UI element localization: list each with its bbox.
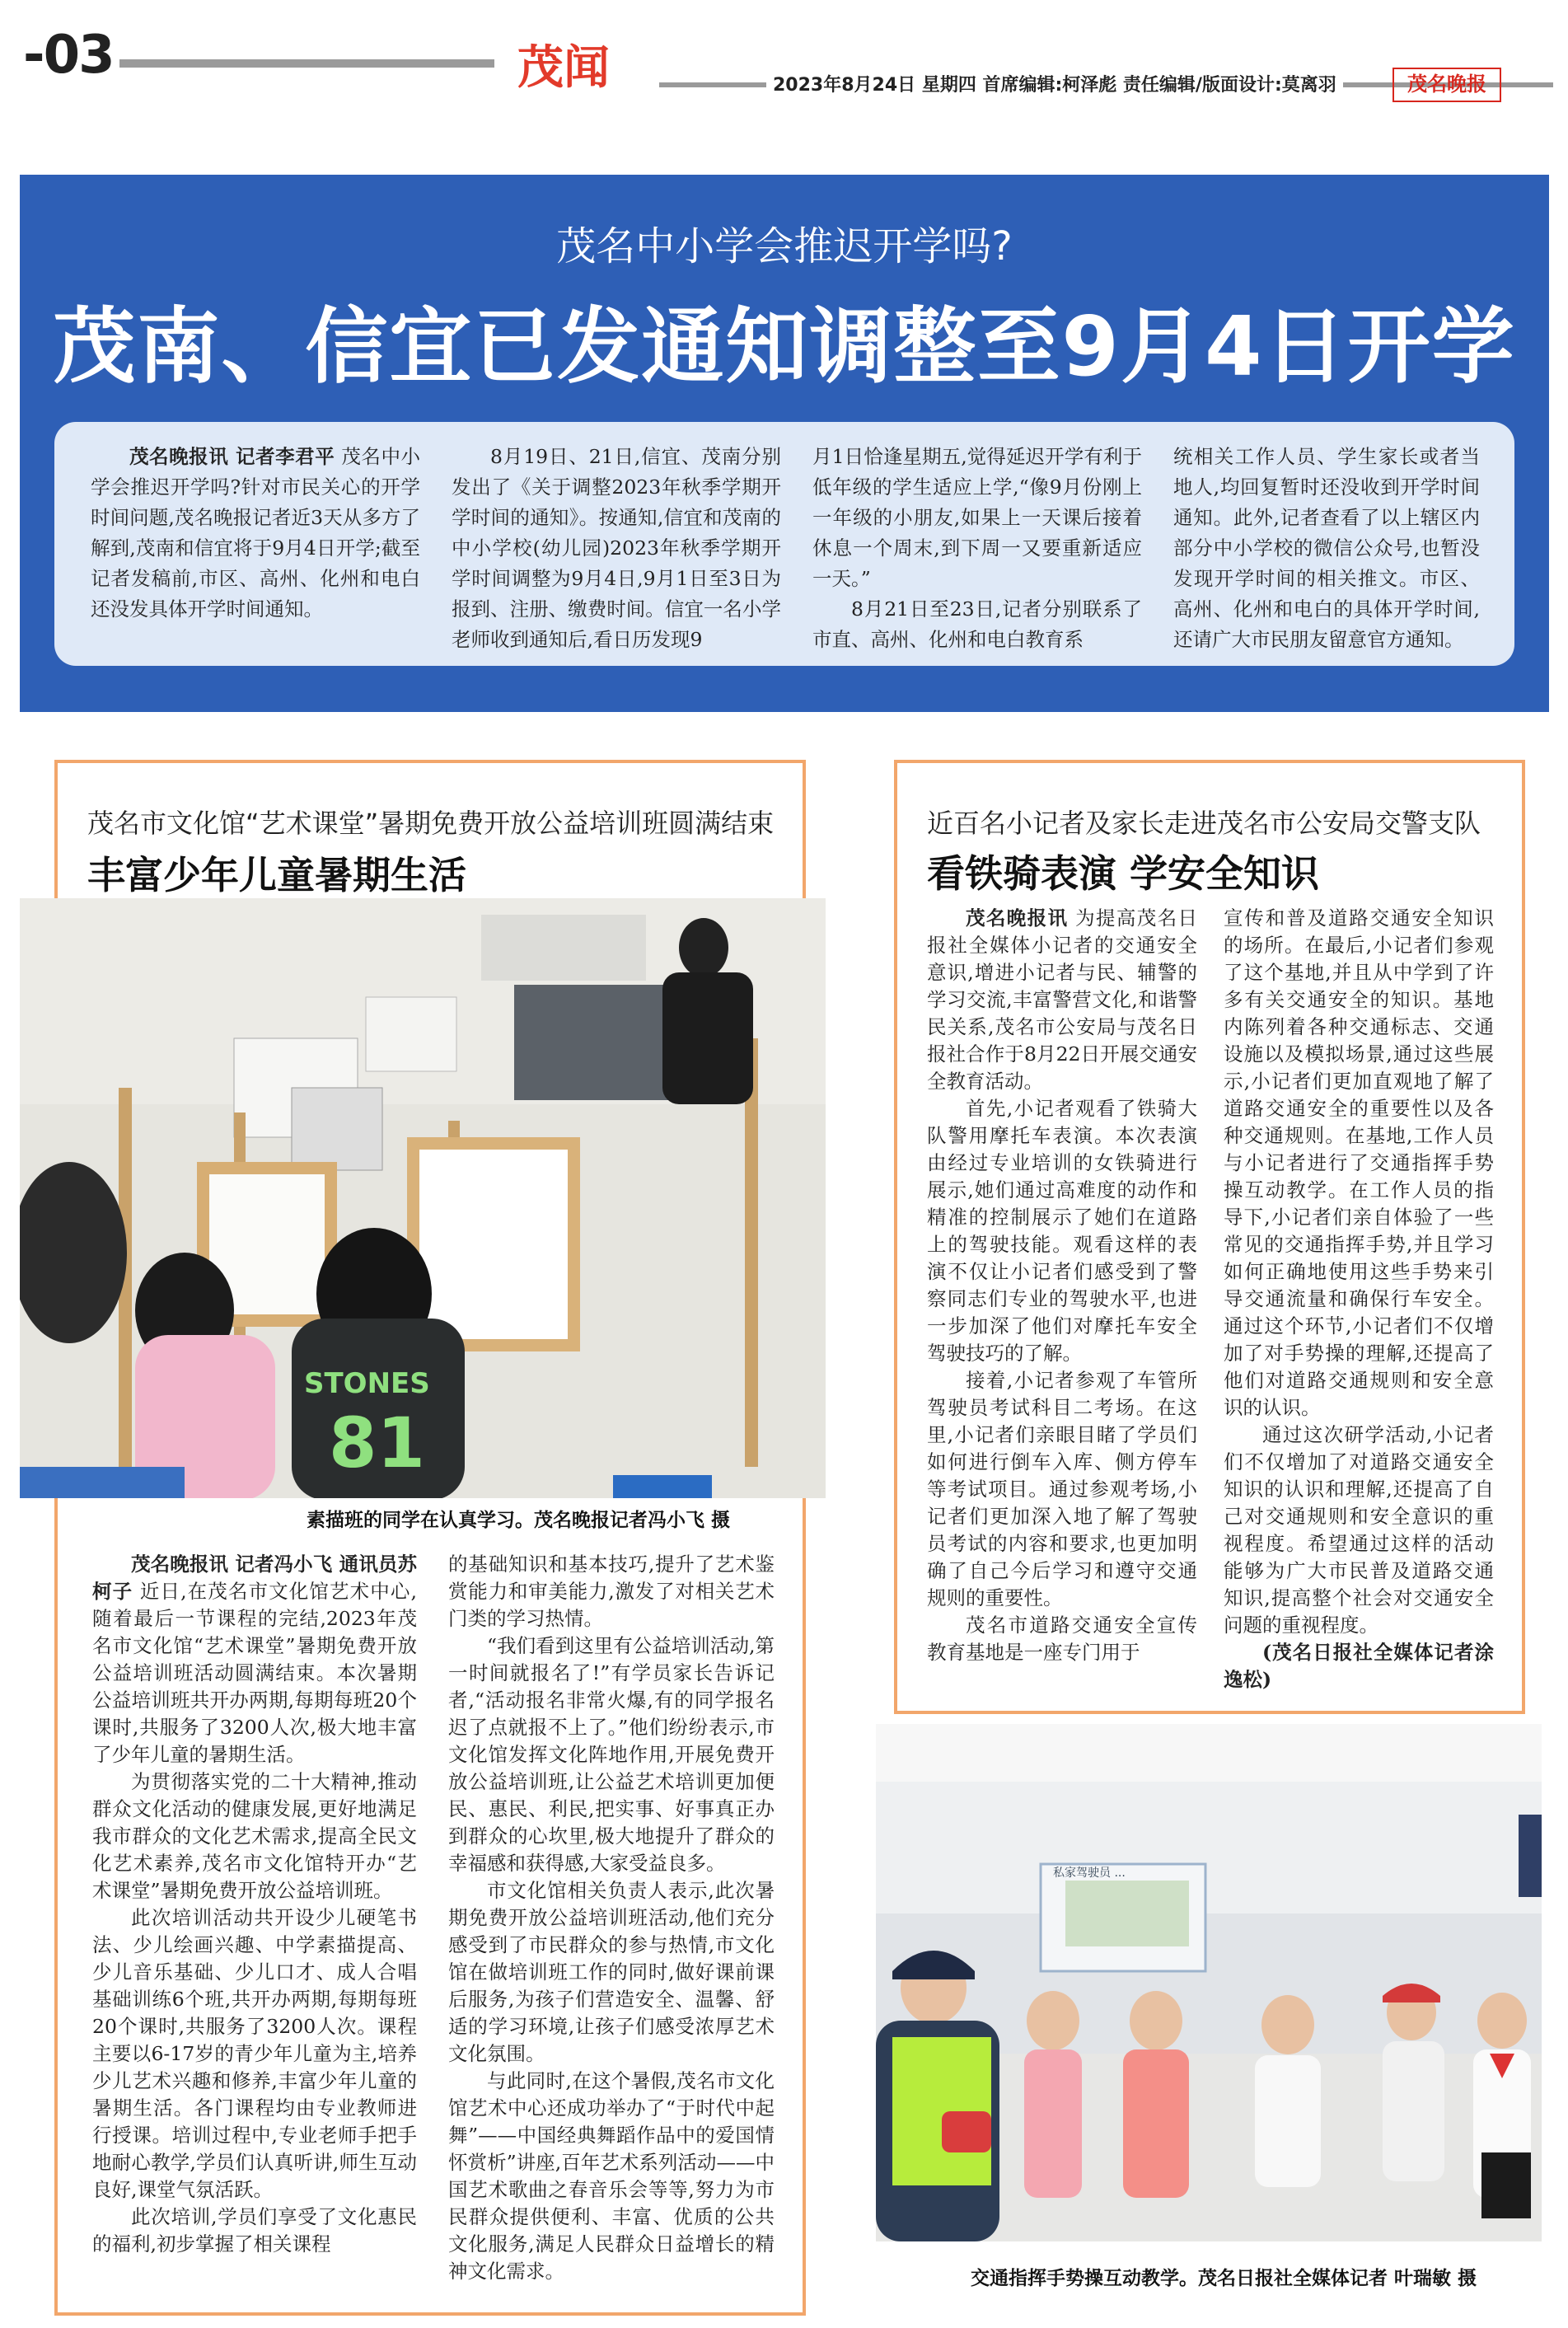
article-right-column-2 <box>1224 905 1494 1693</box>
paragraph: 此次培训活动共开设少儿硬笔书法、少儿绘画兴趣、中学素描提高、少儿音乐基础、少儿口才、成人合唱基础训练6个班,共开办两期,每期每班20个课时,共服务了3200人次。课程主要以6-17岁的青少年儿童为主,培养少儿艺术兴趣和修养,丰富少年儿童的暑期生活。各门课程均由专业教师进行授课。培训过程中,专业老师手把手地耐心教学,学员们认真听讲,师生互动良好,课堂气氛活跃。 <box>92 1906 417 2201</box>
issue-info: 2023年8月24日 星期四 首席编辑:柯泽彪 责任编辑/版面设计:莫离羽 <box>766 71 1343 96</box>
article-left-column-1 <box>92 1551 417 2258</box>
article-right-subtitle: 近百名小记者及家长走进茂名市公安局交警支队 <box>927 808 1481 839</box>
paragraph: 首先,小记者观看了铁骑大队警用摩托车表演。本次表演由经过专业培训的女铁骑进行展示,她们通过高难度的动作和精准的控制展示了她们在道路上的驾驶技能。观看这样的表演不仅让小记者们感受到了警察同志们专业的驾驶水平,也进一步加深了他们对摩托车安全驾驶技巧的了解。 <box>927 1097 1197 1365</box>
paragraph: 此次培训,学员们享受了文化惠民的福利,初步掌握了相关课程 <box>92 2205 417 2255</box>
article-right-credit: (茂名日报社全媒体记者涂逸松) <box>1224 1641 1494 1691</box>
shirt-print: STONES <box>304 1367 430 1400</box>
masthead <box>0 0 1568 124</box>
lead-column-2: 8月19日、21日,信宜、茂南分别发出了《关于调整2023年秋季学期开学时间的通知》。按通知,信宜和茂南的中小学校(幼儿园)2023年秋季学期开学时间调整为9月4日,9月1日至3日为报到、注册、缴费时间。信宜一名小学老师收到通知后,看日历发现9 <box>452 445 781 651</box>
paragraph: 接着,小记者参观了车管所驾驶员考试科目二考场。在这里,小记者们亲眼目睹了学员们如何进行倒车入库、侧方停车等考试项目。通过参观考场,小记者们更加深入地了解了驾驶员考试的内容和要求,也更加明确了自己今后学习和遵守交通规则的重要性。 <box>927 1369 1197 1609</box>
lead-story <box>54 422 1514 666</box>
paragraph: 市文化馆相关负责人表示,此次暑期免费开放公益培训班活动,他们充分感受到了市民群众的参与热情,市文化馆在做培训班工作的同时,做好课前课后服务,为孩子们营造安全、温馨、舒适的学习环境,让孩子们感受浓厚艺术文化氛围。 <box>448 1879 775 2065</box>
poster-text: 私家驾驶员 ... <box>1053 1867 1126 1880</box>
lead-column-4: 统相关工作人员、学生家长或者当地人,均回复暂时还没收到开学时间通知。此外,记者查看了以上辖区内部分中小学校的微信公众号,也暂没发现开学时间的相关推文。市区、高州、化州和电白的具体开学时间,还请广大市民朋友留意官方通知。 <box>1173 445 1480 651</box>
sketch-class-illustration <box>20 898 826 1498</box>
paragraph: 宣传和普及道路交通安全知识的场所。在最后,小记者们参观了这个基地,并且从中学到了许多有关交通安全的知识。基地内陈列着各种交通标志、交通设施以及模拟场景,通过这些展示,小记者们更加直观地了解了道路交通安全的重要性以及各种交通规则。在基地,工作人员与小记者进行了交通指挥手势操互动教学。在工作人员的指导下,小记者们亲自体验了一些常见的交通指挥手势,并且学习如何正确地使用这些手势来引导交通流量和确保行车安全。通过这个环节,小记者们不仅增加了对手势操的理解,还提高了他们对道路交通规则和安全意识的认识。 <box>1224 906 1494 1419</box>
article-left-title: 丰富少年儿童暑期生活 <box>87 853 466 897</box>
lead-byline: 茂名晚报讯 记者李君平 <box>129 445 335 468</box>
article-left-byline: 茂名晚报讯 记者冯小飞 通讯员苏柯子 <box>92 1553 417 1603</box>
paragraph: 茂名市道路交通安全宣传教育基地是一座专门用于 <box>927 1614 1197 1664</box>
headline-block <box>20 175 1549 712</box>
article-right-title: 看铁骑表演 学安全知识 <box>927 851 1320 896</box>
headline-title: 茂南、信宜已发通知调整至9月4日开学 <box>53 298 1516 395</box>
photo-traffic-gestures <box>876 1724 1542 2241</box>
article-traffic-safety <box>894 760 1525 1714</box>
lead-text-3b: 8月21日至23日,记者分别联系了市直、高州、化州和电白教育系 <box>812 597 1142 651</box>
lead-text-1: 茂名中小学会推迟开学吗?针对市民关心的开学时间问题,茂名晚报记者近3天从多方了解到,茂南和信宜将于9月4日开学;截至记者发稿前,市区、高州、化州和电白还没发具体开学时间通知。 <box>91 445 420 621</box>
article-left-subtitle: 茂名市文化馆“艺术课堂”暑期免费开放公益培训班圆满结束 <box>87 808 775 839</box>
page-number: -03 <box>23 25 114 86</box>
paragraph: 为贯彻落实党的二十大精神,推动群众文化活动的健康发展,更好地满足我市群众的文化艺术需求,提高全民文化艺术素养,茂名市文化馆特开办“艺术课堂”暑期免费开放公益培训班。 <box>92 1770 417 1902</box>
lead-column-1 <box>91 442 420 625</box>
paragraph: 通过这次研学活动,小记者们不仅增加了对道路交通安全知识的认识和理解,还提高了自己对交通规则和安全意识的重视程度。希望通过这样的活动能够为广大市民普及道路交通知识,提高整个社会对交通安全问题的重视程度。 <box>1224 1423 1494 1637</box>
photo-left-caption: 素描班的同学在认真学习。茂名晚报记者冯小飞 摄 <box>307 1510 731 1531</box>
paragraph: 近日,在茂名市文化馆艺术中心,随着最后一节课程的完结,2023年茂名市文化馆“艺术课堂”暑期免费开放公益培训班活动圆满结束。本次暑期公益培训班共开办两期,每期每班20个课时,共服务了3200人次,极大地丰富了少年儿童的暑期生活。 <box>92 1580 417 1766</box>
photo-right-caption: 交通指挥手势操互动教学。茂名日报社全媒体记者 叶瑞敏 摄 <box>971 2268 1477 2289</box>
masthead-rule-left <box>119 59 494 68</box>
shirt-number: 81 <box>329 1403 425 1483</box>
newspaper-logo: 茂名晚报 <box>1392 68 1501 102</box>
photo-sketch-class <box>20 898 826 1498</box>
traffic-gesture-illustration <box>876 1724 1542 2241</box>
article-right-column-1 <box>927 905 1197 1666</box>
section-label <box>517 31 641 104</box>
paragraph: 为提高茂名日报社全媒体小记者的交通安全意识,增进小记者与民、辅警的学习交流,丰富警营文化,和谐警民关系,茂名市公安局与茂名日报社合作于8月22日开展交通安全教育活动。 <box>927 906 1197 1093</box>
lead-column-3 <box>812 442 1142 655</box>
paragraph: 与此同时,在这个暑假,茂名市文化馆艺术中心还成功举办了“于时代中起舞”——中国经典舞蹈作品中的爱国情怀赏析”讲座,百年艺术系列活动——中国艺术歌曲之春音乐会等等,努力为市民群众提供便利、丰富、优质的公共文化服务,满足人民群众日益增长的精神文化需求。 <box>448 2069 775 2283</box>
paragraph: “我们看到这里有公益培训活动,第一时间就报名了!”有学员家长告诉记者,“活动报名非常火爆,有的同学报名迟了点就报不上了。”他们纷纷表示,市文化馆发挥文化阵地作用,开展免费开放公益培训班,让公益艺术培训更加便民、惠民、利民,把实事、好事真正办到群众的心坎里,极大地提升了群众的幸福感和获得感,大家受益良多。 <box>448 1634 775 1875</box>
article-right-byline: 茂名晚报讯 <box>966 906 1069 930</box>
article-left-column-2 <box>448 1551 775 2285</box>
section-name: 茂闻 <box>517 40 610 95</box>
paragraph: 的基础知识和基本技巧,提升了艺术鉴赏能力和审美能力,激发了对相关艺术门类的学习热情。 <box>448 1553 775 1630</box>
headline-kicker: 茂名中小学会推迟开学吗? <box>556 223 1013 269</box>
lead-text-3a: 月1日恰逢星期五,觉得延迟开学有利于低年级的学生适应上学,“像9月份刚上一年级的小朋友,如果上一天课后接着休息一个周末,到下周一又要重新适应一天。” <box>812 445 1142 590</box>
